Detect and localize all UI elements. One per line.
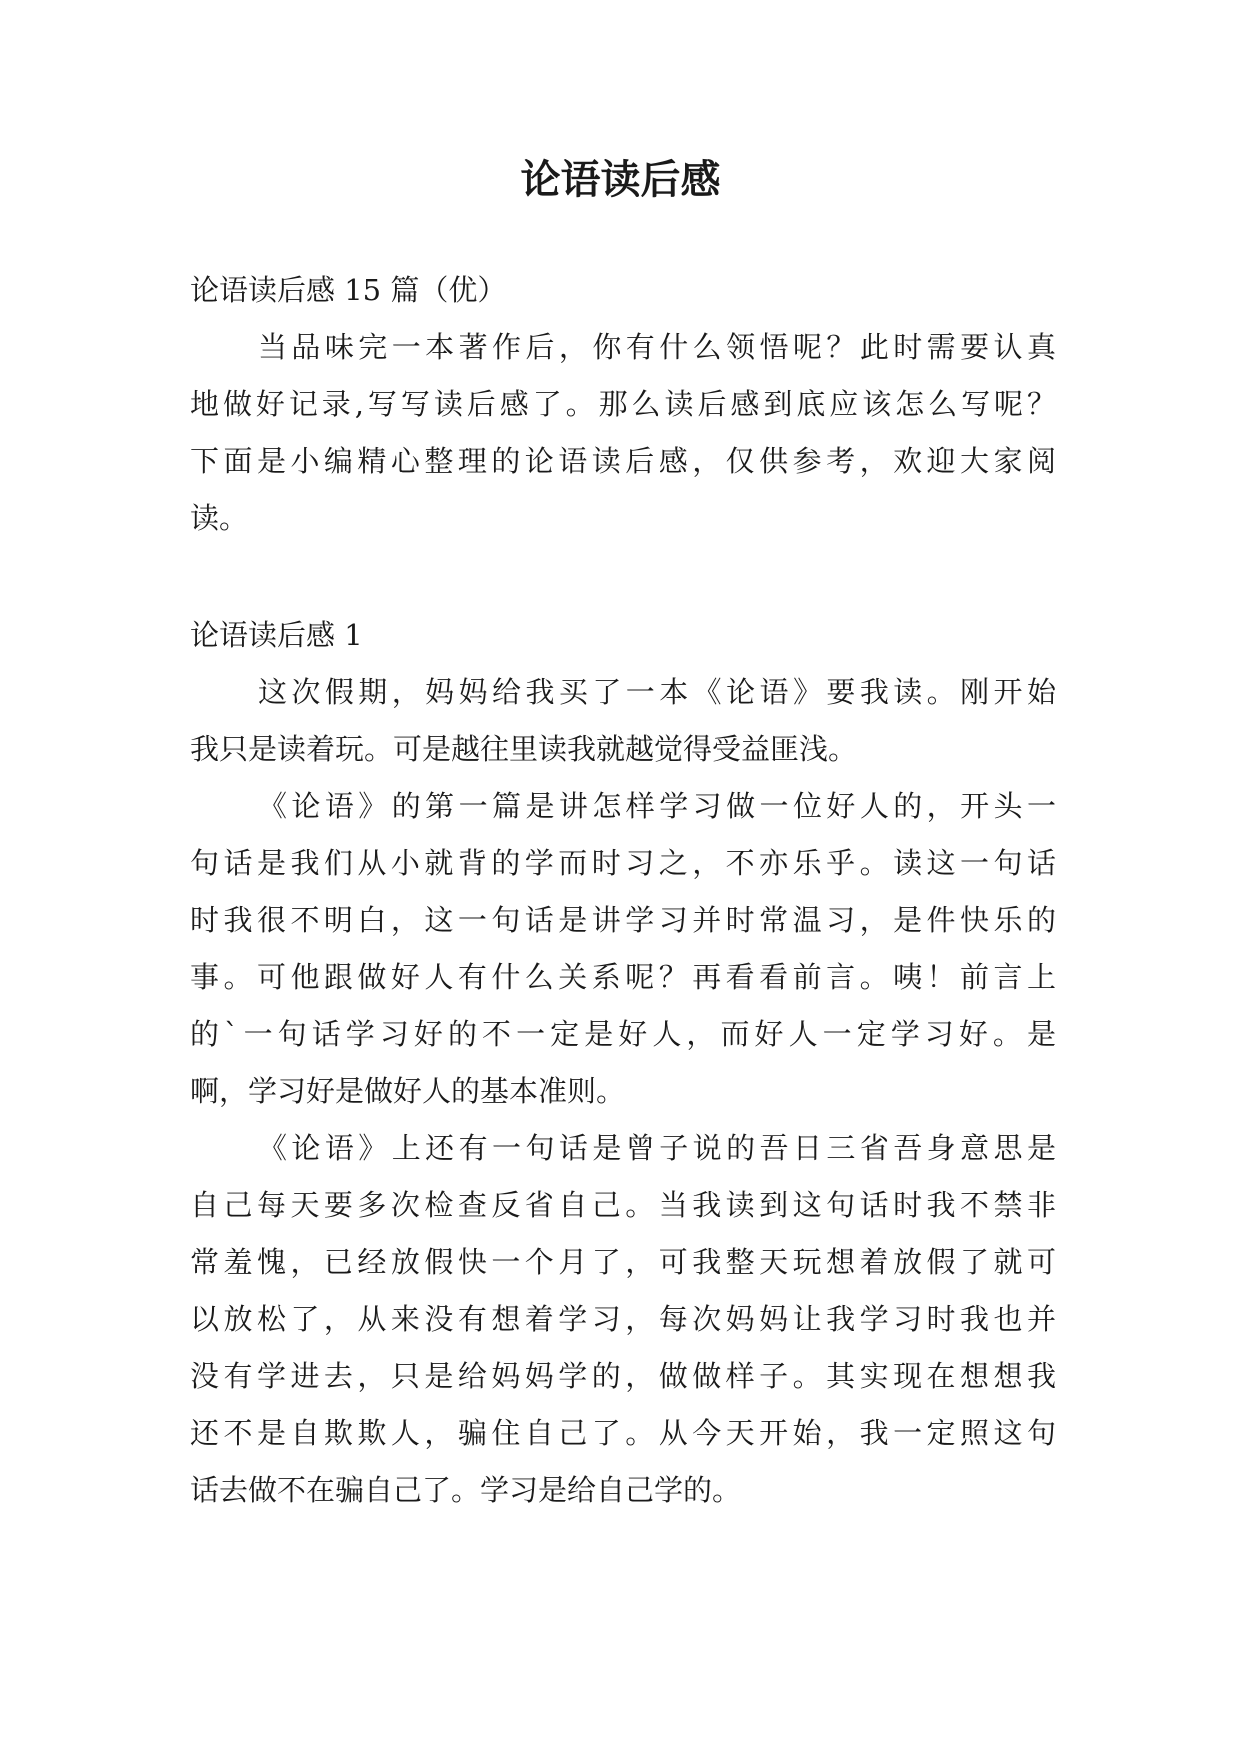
essay-paragraph: [190, 778, 1056, 1120]
document-body: [190, 262, 1056, 1519]
text-line: 句话是我们从小就背的学而时习之，不亦乐乎。读这一句话: [190, 846, 1056, 880]
text-line: 地做好记录,写写读后感了。那么读后感到底应该怎么写呢？: [190, 387, 1056, 421]
text-line: 《论语》的第一篇是讲怎样学习做一位好人的，开头一: [258, 789, 1056, 823]
essay-paragraph: [190, 1120, 1056, 1519]
text-line: 话去做不在骗自己了。学习是给自己学的。: [190, 1473, 742, 1507]
essay-heading: 论语读后感 1: [190, 618, 363, 652]
text-line: 《论语》上还有一句话是曾子说的吾日三省吾身意思是: [258, 1131, 1056, 1165]
essay-paragraph: [190, 664, 1056, 778]
text-line: 的`一句话学习好的不一定是好人，而好人一定学习好。是: [190, 1017, 1056, 1051]
text-line: 没有学进去，只是给妈妈学的，做做样子。其实现在想想我: [190, 1359, 1056, 1393]
intro-heading: 论语读后感 15 篇（优）: [190, 273, 507, 307]
text-line: 时我很不明白，这一句话是讲学习并时常温习，是件快乐的: [190, 903, 1056, 937]
text-line: 啊，学习好是做好人的基本准则。: [190, 1074, 626, 1108]
text-line: 还不是自欺欺人，骗住自己了。从今天开始，我一定照这句: [190, 1416, 1056, 1450]
text-line: 以放松了，从来没有想着学习，每次妈妈让我学习时我也并: [190, 1302, 1056, 1336]
intro-paragraph: [190, 319, 1056, 547]
text-line: 这次假期，妈妈给我买了一本《论语》要我读。刚开始: [258, 675, 1056, 709]
text-line: 事。可他跟做好人有什么关系呢？再看看前言。咦！前言上: [190, 960, 1056, 994]
text-line: 读。: [190, 501, 249, 535]
text-line: 自己每天要多次检查反省自己。当我读到这句话时我不禁非: [190, 1188, 1056, 1222]
text-line: 当品味完一本著作后，你有什么领悟呢？此时需要认真: [258, 330, 1056, 364]
text-line: 常羞愧，已经放假快一个月了，可我整天玩想着放假了就可: [190, 1245, 1056, 1279]
text-line: 我只是读着玩。可是越往里读我就越觉得受益匪浅。: [190, 732, 858, 766]
section-gap: [190, 547, 1056, 607]
document-title: 论语读后感: [520, 157, 721, 203]
text-line: 下面是小编精心整理的论语读后感，仅供参考，欢迎大家阅: [190, 444, 1056, 478]
